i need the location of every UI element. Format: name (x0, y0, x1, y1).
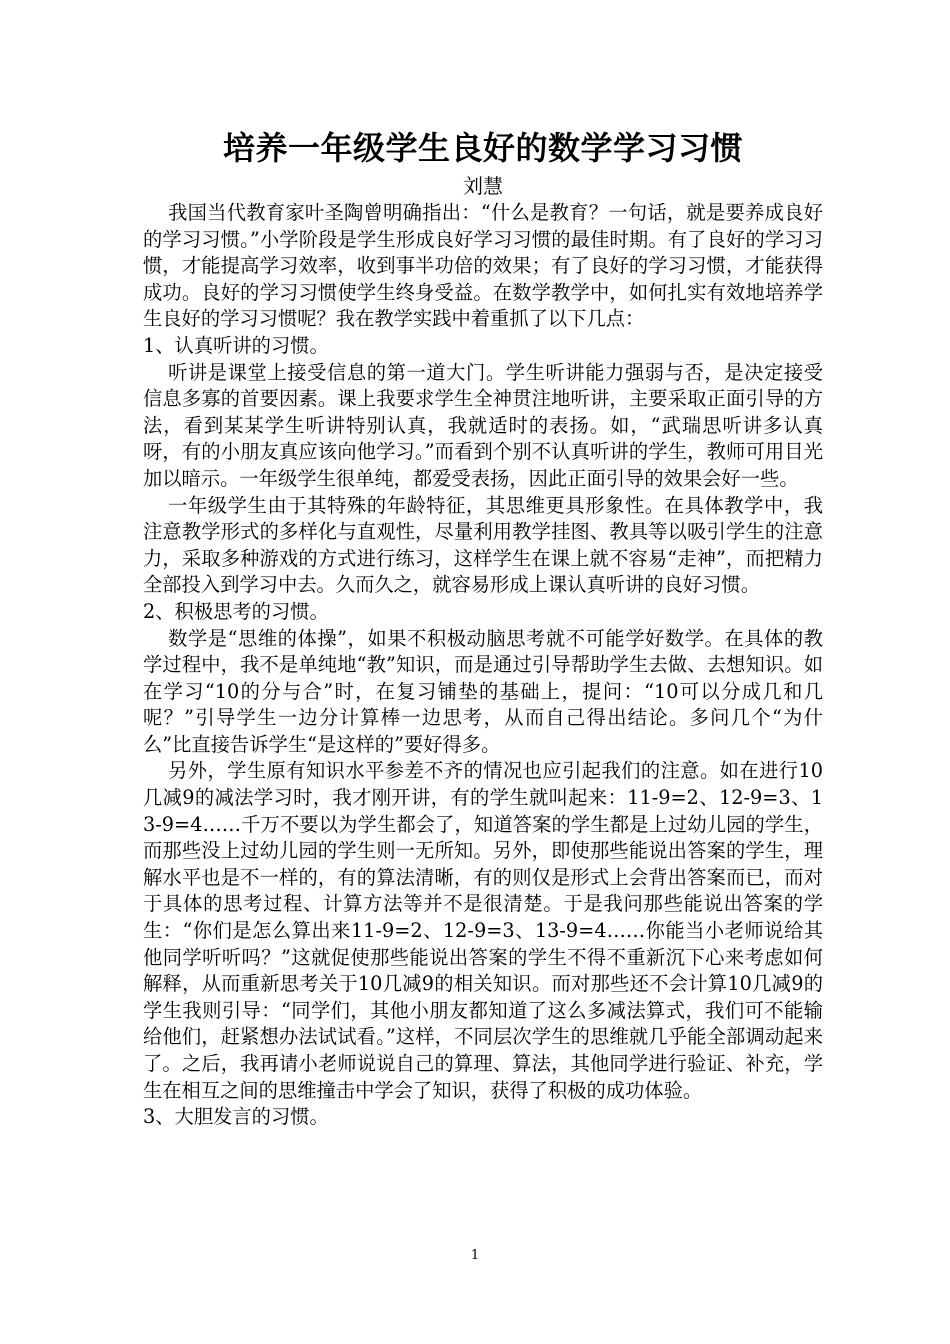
paragraph-listening-2: 一年级学生由于其特殊的年龄特征，其思维更具形象性。在具体教学中，我注意教学形式的多样化与直观性，尽量利用教学挂图、教具等以吸引学生的注意力，采取多种游戏的方式进行练习，这样学生在课上就不容易“走神”，而把精力全部投入到学习中去。久而久之，就容易形成上课认真听讲的良好习惯。 (143, 493, 823, 597)
paragraph-listening-1: 听讲是课堂上接受信息的第一道大门。学生听讲能力强弱与否，是决定接受信息多寡的首要因素。课上我要求学生全神贯注地听讲，主要采取正面引导的方法，看到某某学生听讲特别认真，我就适时的表扬。如，“武瑞思听讲多认真呀，有的小朋友真应该向他学习。”而看到个别不认真听讲的学生，教师可用目光加以暗示。一年级学生很单纯，都爱受表扬，因此正面引导的效果会好一些。 (143, 360, 823, 490)
paragraph-thinking-2: 另外，学生原有知识水平参差不齐的情况也应引起我们的注意。如在进行10几减9的减法学习时，我才刚开讲，有的学生就叫起来：11-9=2、12-9=3、13-9=4……千万不要以为学生都会了，知道答案的学生都是上过幼儿园的学生，而那些没上过幼儿园的学生则一无所知。另外，即使那些能说出答案的学生，理解水平也是不一样的，有的算法清晰，有的则仅是形式上会背出答案而已，而对于具体的思考过程、计算方法等并不是很清楚。于是我问那些能说出答案的学生：“你们是怎么算出来11-9=2、12-9=3、13-9=4……你能当小老师说给其他同学听听吗？”这就促使那些能说出答案的学生不得不重新沉下心来考虑如何解释，从而重新思考关于10几减9的相关知识。而对那些还不会计算10几减9的学生我则引导：“同学们，其他小朋友都知道了这么多减法算式，我们可不能输给他们，赶紧想办法试试看。”这样，不同层次学生的思维就几乎能全部调动起来了。之后，我再请小老师说说自己的算理、算法，其他同学进行验证、补充，学生在相互之间的思维撞击中学会了知识，获得了积极的成功体验。 (143, 759, 823, 1102)
section-heading-speaking: 3、大胆发言的习惯。 (143, 1105, 329, 1129)
paragraph-intro: 我国当代教育家叶圣陶曾明确指出：“什么是教育？一句话，就是要养成良好的学习习惯。”小学阶段是学生形成良好学习习惯的最佳时期。有了良好的学习习惯，才能提高学习效率，收到事半功倍的效果；有了良好的学习习惯，才能获得成功。良好的学习习惯使学生终身受益。在数学教学中，如何扎实有效地培养学生良好的学习习惯呢？我在教学实践中着重抓了以下几点： (143, 201, 823, 331)
section-heading-thinking: 2、积极思考的习惯。 (143, 599, 329, 623)
page-number: 1 (470, 1248, 480, 1263)
document-content (143, 124, 823, 1131)
section-heading-listening: 1、认真听讲的习惯。 (143, 333, 329, 357)
document-title: 培养一年级学生良好的数学学习习惯 (222, 129, 743, 167)
document-body (143, 200, 823, 1131)
author-name: 刘慧 (463, 174, 503, 198)
paragraph-thinking-1: 数学是“思维的体操”，如果不积极动脑思考就不可能学好数学。在具体的教学过程中，我不是单纯地“教”知识，而是通过引导帮助学生去做、去想知识。如在学习“10的分与合”时，在复习铺垫的基础上，提问：“10可以分成几和几呢？”引导学生一边分计算棒一边思考，从而自己得出结论。多问几个“为什么”比直接告诉学生“是这样的”要好得多。 (143, 626, 823, 756)
